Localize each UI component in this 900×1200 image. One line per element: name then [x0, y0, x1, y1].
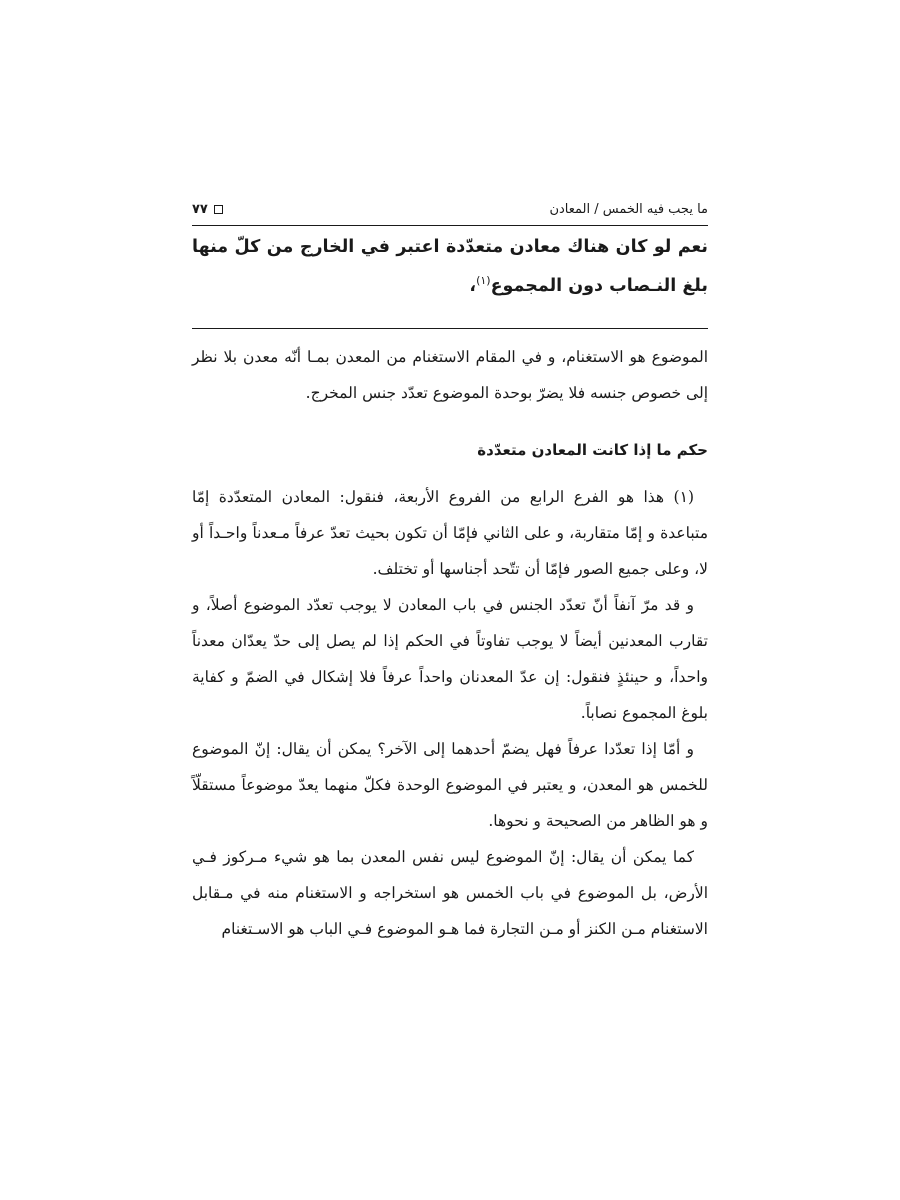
book-page: [192, 195, 708, 947]
square-ornament-icon: [214, 205, 223, 214]
commentary-paragraph: و قد مرّ آنفاً أنّ تعدّد الجنس في باب المعادن لا يوجب تعدّد الموضوع أصلاً، و تقارب المعدنين أيضاً لا يوجب تفاوتاً في الحكم إذا لم يصل إلى حدّ يعدّان معدناً واحداً، و حينئذٍ فنقول: إن عدّ المعدنان واحداً عرفاً فلا إشكال في الضمّ و كفاية بلوغ المجموع نصاباً.: [192, 596, 708, 722]
main-text-trailing: ،: [469, 276, 477, 296]
main-text-body: نعم لو كان هناك معادن متعدّدة اعتبر في الخارج من كلّ منها بلغ النـصاب دون المجموع: [192, 237, 708, 296]
commentary-paragraph: و أمّا إذا تعدّدا عرفاً فهل يضمّ أحدهما إلى الآخر؟ يمكن أن يقال: إنّ الموضوع للخمس هو المعدن، و يعتبر في الموضوع الوحدة فكلّ منهما يعدّ موضوعاً مستقلّاً و هو الظاهر من الصحيحة و نحوها.: [192, 740, 708, 830]
running-header: [192, 195, 708, 223]
page-number: ٧٧: [192, 201, 208, 217]
main-text: [192, 228, 708, 306]
commentary-paragraph: كما يمكن أن يقال: إنّ الموضوع ليس نفس المعدن بما هو شيء مـركوز فـي الأرض، بل الموضوع في باب الخمس هو استخراجه و الاستغنام منه في مـقابل الاستغنام مـن الكنز أو مـن التجارة فما هـو الموضوع فـي الباب هو الاسـتغنام: [192, 848, 708, 938]
footnote-marker: (١): [476, 274, 491, 288]
header-rule: [192, 225, 708, 226]
commentary-intro-paragraph: الموضوع هو الاستغنام، و في المقام الاستغنام من المعدن بمـا أنّه معدن بلا نظر إلى خصوص جنسه فلا يضرّ بوحدة الموضوع تعدّد جنس المخرج.: [192, 348, 708, 402]
commentary-paragraph: (١) هذا هو الفرع الرابع من الفروع الأربعة، فنقول: المعادن المتعدّدة إمّا متباعدة و إمّا متقاربة، و على الثاني فإمّا أن تكون بحيث تعدّ عرفاً مـعدناً واحـداً أو لا، وعلى جميع الصور فإمّا أن تتّحد أجناسها أو تختلف.: [192, 488, 708, 578]
running-title: ما يجب فيه الخمس / المعادن: [549, 201, 708, 217]
section-heading: حكم ما إذا كانت المعادن متعدّدة: [477, 441, 708, 459]
commentary-separator-rule: [192, 328, 708, 329]
page-number-group: [192, 202, 223, 217]
